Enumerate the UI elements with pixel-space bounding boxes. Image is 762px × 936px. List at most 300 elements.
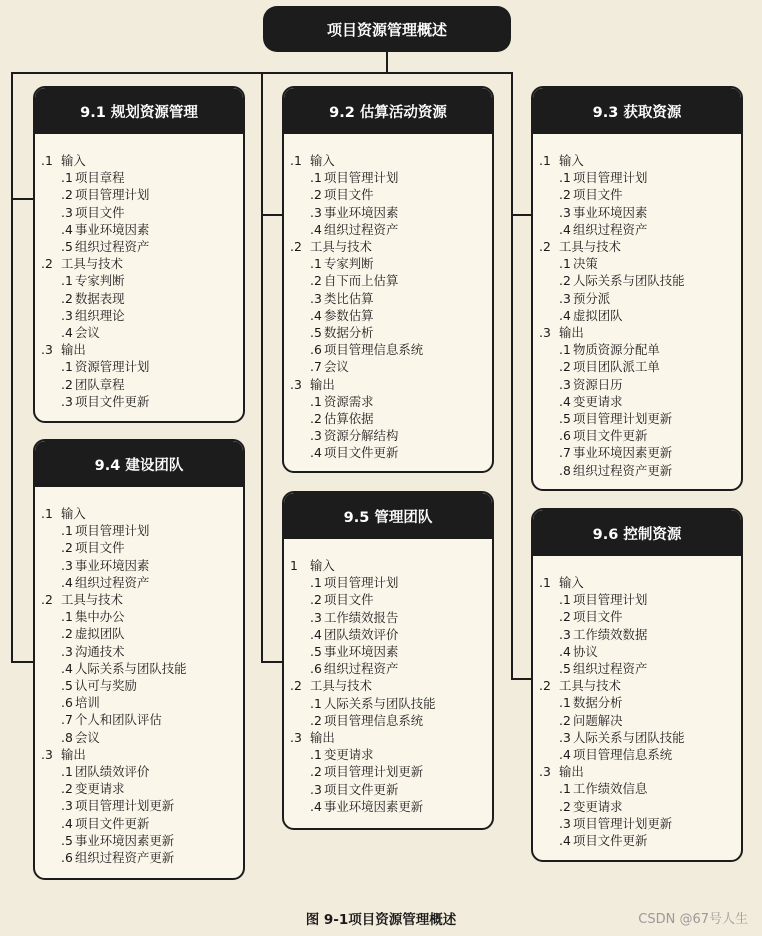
item-number: .3 xyxy=(310,290,322,306)
list-item xyxy=(41,393,243,410)
item-label: 人际关系与团队技能 xyxy=(324,695,436,711)
list-item xyxy=(290,643,492,660)
item-label: 估算依据 xyxy=(324,411,374,427)
item-number: .3 xyxy=(559,204,571,220)
item-label: 项目文件更新 xyxy=(573,428,648,444)
item-number: .5 xyxy=(559,661,571,677)
item-number: .2 xyxy=(559,609,571,625)
item-number: .1 xyxy=(559,170,571,186)
list-item xyxy=(539,591,741,608)
item-label: 项目团队派工单 xyxy=(573,359,660,375)
list-item xyxy=(290,763,492,780)
item-number: .2 xyxy=(310,273,322,289)
list-item xyxy=(41,797,243,814)
process-card-9-5 xyxy=(282,491,494,830)
section-heading xyxy=(290,677,492,694)
item-label: 专家判断 xyxy=(75,273,125,289)
item-number: .4 xyxy=(559,833,571,849)
item-label: 事业环境因素 xyxy=(324,204,399,220)
item-number: .7 xyxy=(559,445,571,461)
item-number: .4 xyxy=(61,221,73,237)
section-heading xyxy=(41,505,243,522)
list-item xyxy=(539,643,741,660)
item-label: 项目管理计划更新 xyxy=(324,764,424,780)
list-item xyxy=(41,763,243,780)
connector-to-9-1 xyxy=(11,198,33,200)
item-number: .8 xyxy=(61,729,73,745)
section-heading xyxy=(41,341,243,358)
item-label: 项目管理信息系统 xyxy=(324,712,424,728)
item-label: 组织过程资产更新 xyxy=(75,850,175,866)
item-label: 组织过程资产 xyxy=(324,221,399,237)
item-label: 项目管理计划更新 xyxy=(573,411,673,427)
item-label: 自下而上估算 xyxy=(324,273,399,289)
list-item xyxy=(539,712,741,729)
card-body xyxy=(35,487,243,866)
item-label: 项目文件更新 xyxy=(324,445,399,461)
section-number: .3 xyxy=(539,764,551,780)
item-number: .2 xyxy=(310,592,322,608)
item-label: 培训 xyxy=(75,695,100,711)
section-label: 输入 xyxy=(61,153,86,168)
card-body xyxy=(284,134,492,462)
item-number: .3 xyxy=(559,626,571,642)
item-label: 数据分析 xyxy=(573,695,623,711)
item-number: .3 xyxy=(61,307,73,323)
list-item xyxy=(290,798,492,815)
list-item xyxy=(290,169,492,186)
item-label: 组织过程资产更新 xyxy=(573,462,673,478)
card-title: 9.4 建设团队 xyxy=(35,441,243,487)
item-label: 组织过程资产 xyxy=(573,661,648,677)
item-label: 组织理论 xyxy=(75,307,125,323)
item-label: 组织过程资产 xyxy=(75,574,150,590)
process-card-9-4 xyxy=(33,439,245,880)
list-item xyxy=(539,186,741,203)
process-card-9-2 xyxy=(282,86,494,473)
item-label: 会议 xyxy=(75,729,100,745)
item-label: 认可与奖励 xyxy=(75,678,137,694)
item-number: .1 xyxy=(559,592,571,608)
section-label: 输入 xyxy=(61,506,86,521)
section-heading xyxy=(539,677,741,694)
section-number: .1 xyxy=(290,153,302,168)
item-label: 资源管理计划 xyxy=(75,359,150,375)
item-number: .4 xyxy=(310,445,322,461)
item-label: 事业环境因素更新 xyxy=(75,832,175,848)
list-item xyxy=(539,393,741,410)
section-number: .2 xyxy=(539,239,551,255)
item-label: 项目管理计划更新 xyxy=(75,798,175,814)
section-heading xyxy=(290,238,492,255)
list-item xyxy=(41,358,243,375)
item-number: .3 xyxy=(310,609,322,625)
item-label: 会议 xyxy=(75,325,100,341)
card-title: 9.5 管理团队 xyxy=(284,493,492,539)
list-item xyxy=(41,608,243,625)
connector-to-9-4 xyxy=(11,661,33,663)
section-label: 工具与技术 xyxy=(61,592,123,608)
process-card-9-3 xyxy=(531,86,743,491)
item-label: 工作绩效信息 xyxy=(573,781,648,797)
section-heading xyxy=(539,238,741,255)
list-item xyxy=(539,660,741,677)
list-item xyxy=(290,221,492,238)
card-title: 9.6 控制资源 xyxy=(533,510,741,556)
item-number: .3 xyxy=(559,729,571,745)
connector-to-9-3 xyxy=(511,214,532,216)
list-item xyxy=(290,393,492,410)
section-heading xyxy=(41,255,243,272)
item-label: 团队章程 xyxy=(75,376,125,392)
list-item xyxy=(290,660,492,677)
watermark: CSDN @67号人生 xyxy=(638,912,748,927)
list-item xyxy=(41,677,243,694)
item-label: 项目文件更新 xyxy=(75,393,150,409)
item-label: 项目管理信息系统 xyxy=(573,747,673,763)
list-item xyxy=(41,290,243,307)
item-label: 事业环境因素 xyxy=(573,204,648,220)
list-item xyxy=(290,290,492,307)
card-body xyxy=(284,539,492,815)
item-label: 项目文件 xyxy=(324,592,374,608)
section-number: .1 xyxy=(41,506,53,521)
list-item xyxy=(290,427,492,444)
section-number: .1 xyxy=(539,575,551,590)
item-label: 项目文件更新 xyxy=(324,781,399,797)
item-label: 事业环境因素 xyxy=(324,644,399,660)
item-label: 项目文件 xyxy=(75,204,125,220)
list-item xyxy=(539,341,741,358)
list-item xyxy=(539,290,741,307)
item-label: 项目管理信息系统 xyxy=(324,342,424,358)
list-item xyxy=(290,695,492,712)
item-number: .5 xyxy=(310,644,322,660)
list-item xyxy=(290,255,492,272)
item-number: .2 xyxy=(559,798,571,814)
item-number: .3 xyxy=(310,428,322,444)
item-label: 协议 xyxy=(573,643,598,659)
item-number: .1 xyxy=(559,256,571,272)
section-heading xyxy=(539,324,741,341)
list-item xyxy=(539,376,741,393)
item-number: .1 xyxy=(559,695,571,711)
item-label: 变更请求 xyxy=(75,781,125,797)
list-item xyxy=(41,780,243,797)
list-item xyxy=(290,358,492,375)
list-item xyxy=(41,815,243,832)
item-number: .1 xyxy=(310,747,322,763)
item-number: .2 xyxy=(559,273,571,289)
item-number: .3 xyxy=(61,393,73,409)
item-label: 项目管理计划 xyxy=(573,170,648,186)
item-number: .1 xyxy=(559,342,571,358)
item-number: .1 xyxy=(310,695,322,711)
figure-caption: 图 9-1项目资源管理概述 xyxy=(305,912,457,928)
list-item xyxy=(41,221,243,238)
list-item xyxy=(539,608,741,625)
card-body xyxy=(533,134,741,479)
connector-left-trunk xyxy=(11,72,13,662)
list-item xyxy=(41,186,243,203)
list-item xyxy=(290,307,492,324)
item-number: .1 xyxy=(61,764,73,780)
section-label: 输入 xyxy=(559,153,584,168)
list-item xyxy=(539,462,741,479)
item-label: 项目管理计划 xyxy=(75,523,150,539)
list-item xyxy=(41,522,243,539)
list-item xyxy=(290,626,492,643)
section-heading xyxy=(539,763,741,780)
item-number: .2 xyxy=(61,781,73,797)
item-number: .4 xyxy=(559,221,571,237)
item-label: 预分派 xyxy=(573,290,611,306)
list-item xyxy=(41,238,243,255)
item-number: .5 xyxy=(61,678,73,694)
list-item xyxy=(539,832,741,849)
list-item xyxy=(539,358,741,375)
item-number: .3 xyxy=(61,643,73,659)
item-number: .5 xyxy=(61,832,73,848)
section-label: 输出 xyxy=(559,325,584,341)
section-label: 输出 xyxy=(559,764,584,780)
item-number: .2 xyxy=(559,712,571,728)
item-label: 人际关系与团队技能 xyxy=(573,729,685,745)
item-number: .2 xyxy=(559,359,571,375)
connector-to-9-6 xyxy=(511,678,532,680)
connector-right-trunk xyxy=(511,72,513,679)
item-number: .2 xyxy=(61,626,73,642)
item-label: 沟通技术 xyxy=(75,643,125,659)
item-number: .6 xyxy=(61,695,73,711)
section-heading xyxy=(290,557,492,574)
section-label: 输出 xyxy=(61,746,86,762)
item-label: 组织过程资产 xyxy=(324,661,399,677)
item-number: .8 xyxy=(559,462,571,478)
item-number: .1 xyxy=(310,170,322,186)
item-label: 团队绩效评价 xyxy=(324,626,399,642)
item-number: .4 xyxy=(61,574,73,590)
item-number: .6 xyxy=(559,428,571,444)
list-item xyxy=(290,609,492,626)
item-number: .4 xyxy=(559,643,571,659)
section-number: .2 xyxy=(41,256,53,272)
item-number: .4 xyxy=(61,815,73,831)
list-item xyxy=(41,169,243,186)
list-item xyxy=(41,625,243,642)
item-number: .2 xyxy=(310,712,322,728)
item-label: 项目文件更新 xyxy=(573,833,648,849)
card-title: 9.1 规划资源管理 xyxy=(35,88,243,134)
list-item xyxy=(539,815,741,832)
list-item xyxy=(290,410,492,427)
root-title: 项目资源管理概述 xyxy=(326,20,447,39)
item-label: 资源日历 xyxy=(573,376,623,392)
item-number: .2 xyxy=(61,376,73,392)
section-heading xyxy=(539,574,741,591)
card-title: 9.2 估算活动资源 xyxy=(284,88,492,134)
item-label: 决策 xyxy=(573,256,598,272)
item-label: 工作绩效数据 xyxy=(573,626,648,642)
item-number: .2 xyxy=(310,411,322,427)
list-item xyxy=(539,272,741,289)
item-label: 项目文件 xyxy=(573,187,623,203)
item-number: .4 xyxy=(310,626,322,642)
item-number: .1 xyxy=(61,359,73,375)
list-item xyxy=(41,307,243,324)
item-number: .4 xyxy=(61,660,73,676)
item-number: .3 xyxy=(310,781,322,797)
section-label: 输入 xyxy=(559,575,584,590)
item-number: .3 xyxy=(61,557,73,573)
list-item xyxy=(290,341,492,358)
item-number: .3 xyxy=(559,815,571,831)
section-number: .3 xyxy=(290,730,302,746)
section-number: 1 xyxy=(290,558,298,573)
item-number: .5 xyxy=(61,239,73,255)
section-label: 工具与技术 xyxy=(559,239,621,255)
list-item xyxy=(539,221,741,238)
item-label: 项目文件 xyxy=(75,540,125,556)
list-item xyxy=(290,591,492,608)
section-number: .2 xyxy=(290,678,302,694)
list-item xyxy=(41,711,243,728)
list-item xyxy=(539,798,741,815)
process-card-9-6 xyxy=(531,508,743,862)
list-item xyxy=(41,849,243,866)
list-item xyxy=(41,660,243,677)
item-label: 变更请求 xyxy=(324,747,374,763)
section-label: 工具与技术 xyxy=(310,678,372,694)
list-item xyxy=(41,832,243,849)
item-label: 项目文件更新 xyxy=(75,815,150,831)
item-label: 数据表现 xyxy=(75,290,125,306)
list-item xyxy=(539,729,741,746)
item-number: .3 xyxy=(310,204,322,220)
item-label: 事业环境因素 xyxy=(75,557,150,573)
list-item xyxy=(41,643,243,660)
section-heading xyxy=(290,376,492,393)
item-number: .4 xyxy=(559,393,571,409)
section-label: 输出 xyxy=(61,342,86,358)
process-card-9-1 xyxy=(33,86,245,423)
section-heading xyxy=(290,729,492,746)
item-number: .3 xyxy=(559,376,571,392)
connector-to-9-5 xyxy=(261,661,283,663)
item-label: 事业环境因素更新 xyxy=(324,798,424,814)
list-item xyxy=(41,557,243,574)
list-item xyxy=(290,712,492,729)
section-label: 输出 xyxy=(310,730,335,746)
section-heading xyxy=(41,591,243,608)
card-body xyxy=(533,556,741,849)
item-number: .6 xyxy=(61,850,73,866)
list-item xyxy=(539,694,741,711)
list-item xyxy=(539,169,741,186)
item-label: 组织过程资产 xyxy=(573,221,648,237)
item-label: 物质资源分配单 xyxy=(573,342,660,358)
list-item xyxy=(290,186,492,203)
item-number: .2 xyxy=(61,540,73,556)
item-number: .1 xyxy=(61,273,73,289)
item-number: .2 xyxy=(559,187,571,203)
connector-mid-trunk xyxy=(261,72,263,662)
item-number: .1 xyxy=(61,609,73,625)
item-label: 个人和团队评估 xyxy=(75,712,162,728)
item-label: 虚拟团队 xyxy=(573,307,623,323)
item-number: .1 xyxy=(310,575,322,591)
list-item xyxy=(41,204,243,221)
item-number: .6 xyxy=(310,342,322,358)
list-item xyxy=(539,780,741,797)
list-item xyxy=(539,427,741,444)
item-label: 事业环境因素更新 xyxy=(573,445,673,461)
item-label: 项目章程 xyxy=(75,170,125,186)
item-label: 资源分解结构 xyxy=(324,428,399,444)
item-number: .4 xyxy=(559,747,571,763)
list-item xyxy=(41,324,243,341)
item-number: .6 xyxy=(310,661,322,677)
item-label: 人际关系与团队技能 xyxy=(573,273,685,289)
item-label: 集中办公 xyxy=(75,609,125,625)
list-item xyxy=(41,574,243,591)
connector-root-stem xyxy=(386,52,388,73)
item-label: 变更请求 xyxy=(573,798,623,814)
item-number: .3 xyxy=(61,204,73,220)
item-number: .1 xyxy=(559,781,571,797)
item-number: .3 xyxy=(61,798,73,814)
item-label: 专家判断 xyxy=(324,256,374,272)
item-number: .2 xyxy=(61,187,73,203)
item-number: .1 xyxy=(310,256,322,272)
item-label: 项目管理计划 xyxy=(324,575,399,591)
section-heading xyxy=(290,152,492,169)
section-number: .2 xyxy=(41,592,53,608)
list-item xyxy=(41,376,243,393)
section-heading xyxy=(41,746,243,763)
section-number: .1 xyxy=(539,153,551,168)
section-label: 工具与技术 xyxy=(310,239,372,255)
list-item xyxy=(539,410,741,427)
section-number: .3 xyxy=(41,342,53,358)
item-label: 组织过程资产 xyxy=(75,239,150,255)
section-number: .3 xyxy=(290,376,302,392)
connector-to-9-2 xyxy=(261,214,283,216)
section-label: 工具与技术 xyxy=(559,678,621,694)
item-number: .2 xyxy=(310,764,322,780)
item-label: 工作绩效报告 xyxy=(324,609,399,625)
item-label: 数据分析 xyxy=(324,325,374,341)
item-label: 问题解决 xyxy=(573,712,623,728)
item-label: 会议 xyxy=(324,359,349,375)
item-label: 变更请求 xyxy=(573,393,623,409)
item-number: .1 xyxy=(61,523,73,539)
list-item xyxy=(290,444,492,461)
item-label: 类比估算 xyxy=(324,290,374,306)
section-heading xyxy=(539,152,741,169)
list-item xyxy=(290,324,492,341)
item-label: 参数估算 xyxy=(324,307,374,323)
section-number: .3 xyxy=(539,325,551,341)
list-item xyxy=(539,204,741,221)
section-label: 输出 xyxy=(310,376,335,392)
card-title: 9.3 获取资源 xyxy=(533,88,741,134)
item-label: 人际关系与团队技能 xyxy=(75,660,187,676)
section-label: 工具与技术 xyxy=(61,256,123,272)
item-label: 虚拟团队 xyxy=(75,626,125,642)
section-number: .2 xyxy=(290,239,302,255)
root-node xyxy=(263,6,511,52)
